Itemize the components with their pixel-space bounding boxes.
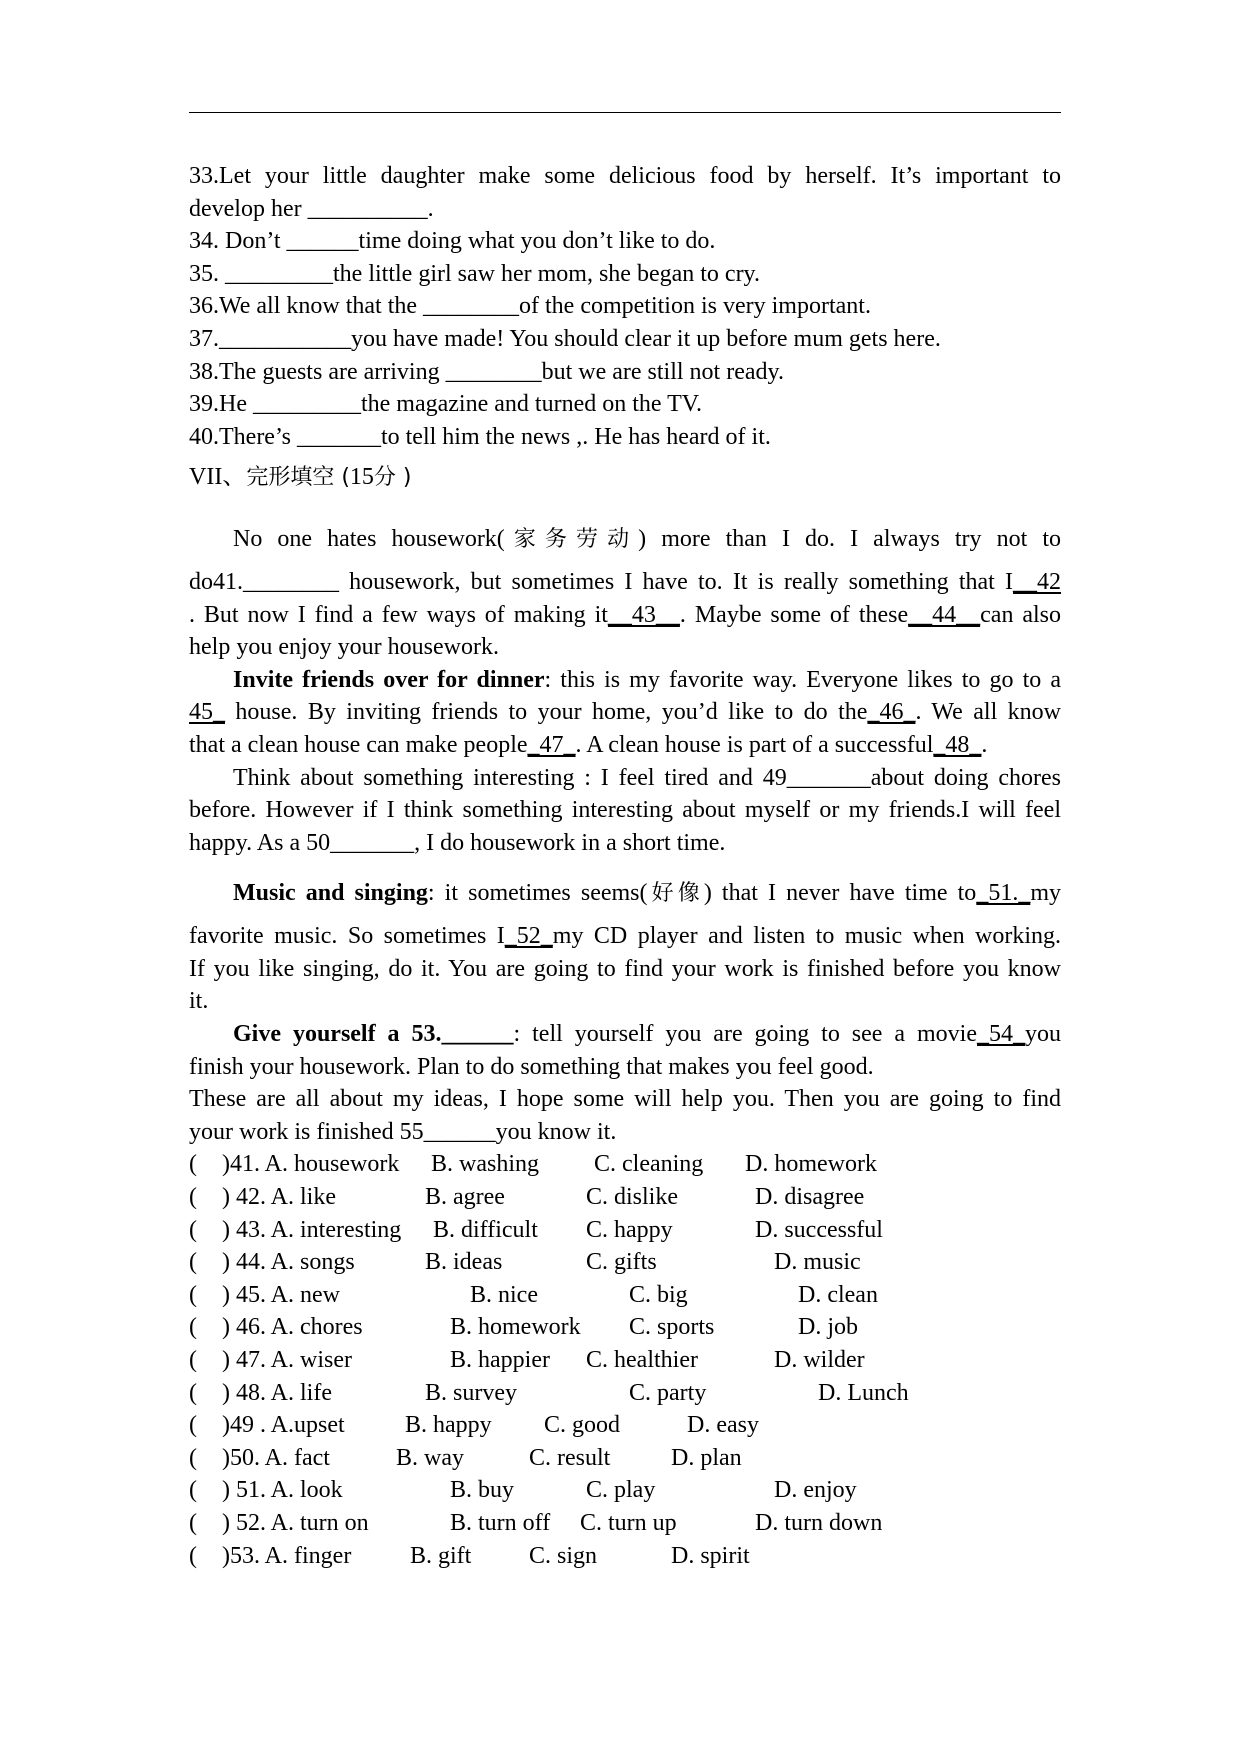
paragraph-4-line-1 bbox=[189, 871, 1061, 916]
option-a: ) 42. A. like bbox=[222, 1184, 336, 1211]
option-row bbox=[189, 1442, 1061, 1475]
answer-bracket: ( bbox=[189, 1542, 197, 1569]
blank-43: __43__ bbox=[607, 601, 680, 628]
paragraph-2-line-1 bbox=[189, 664, 1061, 697]
fill-in-questions bbox=[189, 160, 1061, 453]
option-c: C. sports bbox=[629, 1314, 715, 1341]
option-d: D. job bbox=[798, 1314, 858, 1341]
option-c: C. play bbox=[586, 1477, 656, 1504]
paragraph-4-line-2 bbox=[189, 920, 1061, 953]
paragraph-1-line-3 bbox=[189, 599, 1061, 632]
option-b: B. agree bbox=[425, 1184, 505, 1211]
paragraph-2-line-2 bbox=[189, 696, 1061, 729]
blank-44: __44__ bbox=[908, 601, 981, 628]
option-row bbox=[189, 1246, 1061, 1279]
option-c: C. result bbox=[529, 1444, 611, 1471]
option-b: B. homework bbox=[450, 1314, 581, 1341]
answer-options bbox=[189, 1148, 1061, 1572]
option-a: ) 47. A. wiser bbox=[222, 1347, 352, 1373]
text-run: : tell yourself you are going to see a movie bbox=[513, 1021, 978, 1048]
option-a: )41. A. housework bbox=[222, 1151, 400, 1178]
section-score: 15 bbox=[349, 464, 374, 491]
question-33-line-2: develop her __________. bbox=[189, 195, 434, 222]
option-a: ) 48. A. life bbox=[222, 1379, 332, 1406]
option-b: B. survey bbox=[425, 1379, 517, 1406]
text-run: ) that I never have time to bbox=[703, 880, 977, 907]
question-37: 37.___________you have made! You should clear it up before mum gets here. bbox=[189, 325, 941, 352]
text-run: do41.________ housework, but sometimes I have to. It is really something that I bbox=[189, 568, 1013, 595]
text-run: . A clean house is part of a successful bbox=[575, 731, 934, 758]
text-run: : this is my favorite way. Everyone likes to go to a bbox=[544, 666, 1061, 693]
answer-bracket: ( bbox=[189, 1379, 197, 1406]
paragraph-3-line-1: Think about something interesting : I feel tired and 49_______about doing chores bbox=[233, 764, 1061, 791]
option-c: C. sign bbox=[529, 1542, 598, 1569]
option-c: C. gifts bbox=[586, 1249, 657, 1276]
option-row bbox=[189, 1311, 1061, 1344]
option-a: ) 52. A. turn on bbox=[222, 1509, 369, 1536]
subheading-reward: Give yourself a 53.______ bbox=[233, 1021, 514, 1048]
option-b: B. turn off bbox=[450, 1509, 551, 1536]
paragraph-4-line-4: it. bbox=[189, 988, 209, 1015]
answer-bracket: ( bbox=[189, 1477, 197, 1504]
option-row bbox=[189, 1409, 1061, 1442]
option-d: D. plan bbox=[671, 1444, 742, 1471]
paragraph-3-line-2: before. However if I think something interesting about myself or my friends.I will feel bbox=[189, 797, 1061, 824]
blank-51: _51._ bbox=[976, 880, 1031, 907]
option-c: C. cleaning bbox=[594, 1151, 704, 1178]
option-a: )53. A. finger bbox=[222, 1542, 352, 1569]
option-a: )50. A. fact bbox=[222, 1444, 330, 1471]
option-b: B. ideas bbox=[425, 1249, 503, 1276]
paragraph-4-line-3: If you like singing, do it. You are going to find your work is finished before you know bbox=[189, 955, 1061, 982]
answer-bracket: ( bbox=[189, 1314, 197, 1341]
option-a: )49 . A.upset bbox=[222, 1412, 345, 1439]
subheading-music: Music and singing bbox=[233, 880, 428, 907]
blank-52: _52_ bbox=[504, 923, 553, 950]
option-d: D. wilder bbox=[774, 1347, 865, 1373]
option-b: B. washing bbox=[431, 1151, 539, 1178]
chinese-gloss: 家务劳动 bbox=[504, 526, 639, 552]
option-d: D. clean bbox=[798, 1281, 878, 1308]
answer-bracket: ( bbox=[189, 1347, 197, 1373]
text-run: house. By inviting friends to your home, you’d like to do the bbox=[225, 699, 868, 726]
paragraph-3-line-3: happy. As a 50_______, I do housework in a short time. bbox=[189, 829, 726, 856]
question-40: 40.There’s _______to tell him the news ,. He has heard of it. bbox=[189, 423, 771, 450]
paragraph-6-line-2: your work is finished 55______you know it. bbox=[189, 1118, 617, 1145]
option-a: ) 43. A. interesting bbox=[222, 1216, 402, 1243]
option-d: D. easy bbox=[687, 1412, 759, 1439]
answer-bracket: ( bbox=[189, 1184, 197, 1211]
option-a: ) 46. A. chores bbox=[222, 1314, 363, 1341]
paragraph-1-line-2 bbox=[189, 566, 1061, 599]
text-run: you bbox=[1025, 1021, 1062, 1048]
option-row bbox=[189, 1181, 1061, 1214]
option-row bbox=[189, 1507, 1061, 1540]
text-run: . Maybe some of these bbox=[679, 601, 909, 628]
blank-42: __42 bbox=[1013, 568, 1061, 595]
text-run: my bbox=[1030, 880, 1061, 907]
answer-bracket: ( bbox=[189, 1281, 197, 1308]
answer-bracket: ( bbox=[189, 1509, 197, 1536]
header-rule bbox=[189, 112, 1061, 113]
question-33-line-1: 33.Let your little daughter make some delicious food by herself. It’s important to bbox=[189, 163, 1061, 189]
text-run: : it sometimes seems( bbox=[427, 880, 648, 907]
blank-54: _54_ bbox=[977, 1021, 1026, 1048]
blank-45: 45_ bbox=[189, 699, 225, 726]
text-run: No one hates housework( bbox=[233, 525, 505, 552]
exam-page bbox=[189, 160, 1061, 1572]
paragraph-5-line-1 bbox=[189, 1018, 1061, 1051]
option-b: B. nice bbox=[470, 1281, 538, 1308]
section-prefix: VII、 bbox=[189, 464, 247, 491]
subheading-invite-friends: Invite friends over for dinner bbox=[233, 666, 545, 693]
option-d: D. enjoy bbox=[774, 1477, 857, 1504]
answer-bracket: ( bbox=[189, 1412, 197, 1439]
option-d: D. successful bbox=[755, 1216, 883, 1243]
option-a: ) 45. A. new bbox=[222, 1281, 340, 1308]
text-run: . We all know bbox=[915, 699, 1061, 726]
option-c: C. turn up bbox=[580, 1509, 677, 1536]
option-c: C. good bbox=[544, 1412, 621, 1439]
question-34: 34. Don’t ______time doing what you don’t like to do. bbox=[189, 228, 716, 255]
option-b: B. buy bbox=[450, 1477, 515, 1504]
paragraph-1-line-4: help you enjoy your housework. bbox=[189, 634, 499, 661]
option-c: C. dislike bbox=[586, 1184, 679, 1211]
option-d: D. music bbox=[774, 1249, 861, 1276]
chinese-gloss: 好像 bbox=[647, 881, 704, 907]
text-run: . bbox=[981, 731, 988, 758]
option-row bbox=[189, 1474, 1061, 1507]
option-c: C. party bbox=[629, 1379, 707, 1406]
answer-bracket: ( bbox=[189, 1216, 197, 1243]
text-run: favorite music. So sometimes I bbox=[189, 923, 505, 950]
question-35: 35. _________the little girl saw her mom, she began to cry. bbox=[189, 260, 760, 287]
option-d: D. spirit bbox=[671, 1542, 750, 1569]
question-36: 36.We all know that the ________of the competition is very important. bbox=[189, 293, 871, 320]
option-row bbox=[189, 1148, 1061, 1181]
option-b: B. happy bbox=[405, 1412, 492, 1439]
paragraph-6-line-1: These are all about my ideas, I hope some will help you. Then you are going to find bbox=[189, 1086, 1061, 1113]
option-b: B. difficult bbox=[433, 1216, 538, 1243]
paragraph-5-line-2: finish your housework. Plan to do something that makes you feel good. bbox=[189, 1053, 874, 1080]
text-run: ) more than I do. I always try not to bbox=[638, 525, 1062, 552]
option-d: D. Lunch bbox=[818, 1379, 909, 1406]
section-title: 完形填空 ( bbox=[246, 465, 350, 491]
section-heading bbox=[189, 461, 1061, 495]
paragraph-1-line-1 bbox=[189, 517, 1061, 562]
blank-46: _46_ bbox=[867, 699, 916, 726]
text-run: can also bbox=[980, 601, 1062, 628]
text-run: that a clean house can make people bbox=[189, 731, 528, 758]
option-c: C. happy bbox=[586, 1216, 673, 1243]
text-run: . But now I find a few ways of making it bbox=[189, 601, 608, 628]
option-a: ) 44. A. songs bbox=[222, 1249, 355, 1276]
blank-47: _47_ bbox=[527, 731, 576, 758]
option-d: D. disagree bbox=[755, 1184, 865, 1211]
option-d: D. turn down bbox=[755, 1509, 883, 1536]
text-run: my CD player and listen to music when working. bbox=[552, 923, 1062, 950]
option-row bbox=[189, 1214, 1061, 1247]
answer-bracket: ( bbox=[189, 1151, 197, 1178]
blank-48: _48_ bbox=[933, 731, 982, 758]
paragraph-2-line-3 bbox=[189, 729, 1061, 762]
option-b: B. way bbox=[396, 1444, 464, 1471]
answer-bracket: ( bbox=[189, 1444, 197, 1471]
answer-bracket: ( bbox=[189, 1249, 197, 1276]
option-b: B. gift bbox=[410, 1542, 472, 1569]
option-c: C. healthier bbox=[586, 1347, 698, 1373]
question-38: 38.The guests are arriving ________but we are still not ready. bbox=[189, 358, 784, 385]
question-39: 39.He _________the magazine and turned on the TV. bbox=[189, 391, 702, 418]
option-d: D. homework bbox=[745, 1151, 877, 1178]
option-row bbox=[189, 1344, 1061, 1377]
option-b: B. happier bbox=[450, 1347, 550, 1373]
option-row bbox=[189, 1540, 1061, 1573]
cloze-passage bbox=[189, 517, 1061, 1149]
option-row bbox=[189, 1279, 1061, 1312]
option-c: C. big bbox=[629, 1281, 688, 1308]
option-a: ) 51. A. look bbox=[222, 1477, 343, 1504]
section-unit: 分 ) bbox=[373, 465, 412, 491]
option-row bbox=[189, 1377, 1061, 1410]
